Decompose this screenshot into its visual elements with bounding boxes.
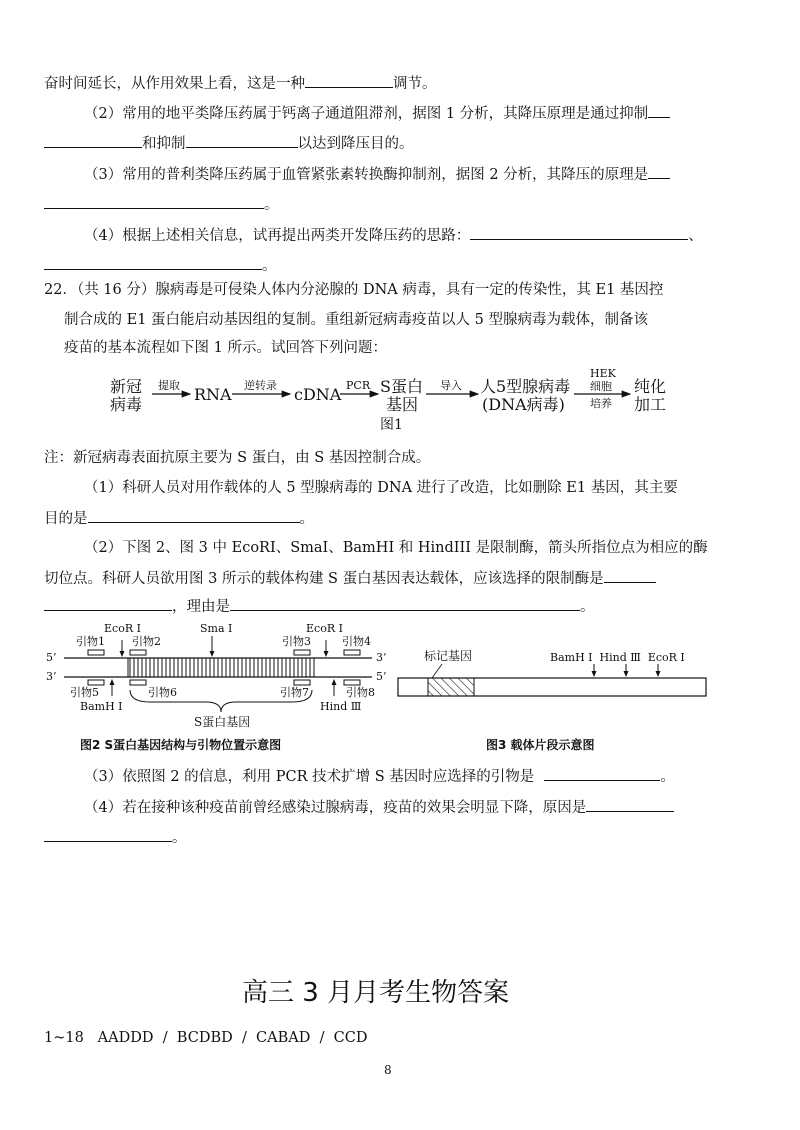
ecori-label: EcoR Ⅰ [306,622,343,635]
primer-4 [344,650,360,655]
text: 和抑制 [142,136,186,152]
s-gene-label: S蛋白基因 [194,715,251,729]
text: （3）依照图 2 的信息，利用 PCR 技术扩增 S 基因时应选择的引物是 [84,769,535,785]
primer-8 [344,680,360,685]
text-line [44,73,437,94]
text-line: 注：新冠病毒表面抗原主要为 S 蛋白，由 S 基因控制合成。 [44,450,431,466]
primer-3-label: 引物3 [282,635,311,648]
text: （3）常用的普利类降压药属于血管紧张素转换酶抑制剂，据图 2 分析，其降压的原理是 [84,167,649,183]
answer-blank[interactable] [88,508,300,523]
text: 调节。 [393,76,437,92]
figure-3-caption: 图3 载体片段示意图 [486,738,595,752]
answer-blank[interactable] [586,797,674,812]
primer-3 [294,650,310,655]
marker-gene-region [428,678,474,696]
text: 目的是 [44,511,88,527]
flow-node-sgene-2: 基因 [386,395,419,414]
answer-blank[interactable] [544,766,660,781]
text-line: （2）下图 2、图 3 中 EcoRI、SmaI、BamHI 和 HindIII 是限制酶，箭头所指位点为相应的酶 [84,540,708,556]
text: （4）若在接种该种疫苗前曾经感染过腺病毒，疫苗的效果会明显下降，原因是 [84,800,587,816]
marker-pointer [432,664,442,678]
text-line: 制合成的 E1 蛋白能启动基因组的复制。重组新冠病毒疫苗以人 5 型腺病毒为载体，制备该 [64,312,648,328]
text: 以达到降压目的。 [297,136,414,152]
flow-label: 细胞 [590,380,612,393]
primer-7-label: 引物7 [280,686,309,699]
answer-blank[interactable] [470,225,688,240]
answer-blank[interactable] [604,568,656,583]
answer-blank[interactable] [648,103,670,118]
flow-label: 提取 [158,379,180,392]
flow-node-virus: 新冠 [110,377,143,396]
text: 。 [299,511,314,527]
answer-blank[interactable] [44,596,172,611]
question-22-line: 22．（共 16 分）腺病毒是可侵染人体内分泌腺的 DNA 病毒，具有一定的传染性，其 E1 基因控 [44,282,664,298]
text: 。 [580,599,595,615]
text-line [84,164,670,185]
flow-node-purify-2: 加工 [634,395,667,414]
primer-6-label: 引物6 [148,686,177,699]
primer-1-label: 引物1 [76,635,105,648]
vector-fragment [398,678,706,696]
text-line: （1）科研人员对用作载体的人 5 型腺病毒的 DNA 进行了改造，比如删除 E1 基因，其主要 [84,480,678,496]
flow-node-rna: RNA [194,385,232,404]
primer-6 [130,680,146,685]
text: 奋时间延长，从作用效果上看，这是一种 [44,76,305,92]
text: 切位点。科研人员欲用图 3 所示的载体构建 S 蛋白基因表达载体，应该选择的限制酶是 [44,571,604,587]
text: 。 [660,769,675,785]
answer-blank[interactable] [44,194,264,209]
text-line [44,194,279,215]
strand-end: 5’ [376,670,387,683]
text: 。 [172,830,187,846]
text: 。 [264,197,279,213]
text-line: 疫苗的基本流程如下图 1 所示。试回答下列问题： [64,340,387,356]
strand-end: 3’ [376,651,387,664]
flow-label: HEK [590,367,616,380]
primer-8-label: 引物8 [346,686,375,699]
text-line [44,508,314,529]
primer-7 [294,680,310,685]
flow-label: 导入 [440,379,462,392]
text: ，理由是 [172,599,230,615]
page-number: 8 [384,1063,392,1077]
primer-4-label: 引物4 [342,635,371,648]
s-gene-region [128,658,314,677]
flow-node-purify: 纯化 [634,377,667,396]
answer-line: 1~18 AADDD / BCDBD / CABAD / CCD [44,1030,368,1046]
figure-2-caption: 图2 S蛋白基因结构与引物位置示意图 [80,738,282,752]
text-line [44,255,277,276]
answer-blank[interactable] [186,133,298,148]
text-line [84,766,675,787]
answer-blank[interactable] [44,827,172,842]
hindiii-label: Hind Ⅲ [320,700,362,713]
ecori-label: EcoR Ⅰ [104,622,141,635]
flow-label: 逆转录 [244,379,277,392]
text: （4）根据上述相关信息，试再提出两类开发降压药的思路： [84,228,471,244]
primer-5-label: 引物5 [70,686,99,699]
answer-blank[interactable] [230,596,580,611]
answer-blank[interactable] [44,133,142,148]
text-line [84,797,674,818]
strand-end: 5’ [46,651,57,664]
primer-1 [88,650,104,655]
text: 、 [688,228,703,244]
text-line [44,596,595,617]
marker-gene-label: 标记基因 [424,649,473,663]
flow-node-adenovirus-2: (DNA病毒) [482,395,565,414]
answer-blank[interactable] [305,73,393,88]
flow-node-sgene: S蛋白 [380,377,423,396]
bamhi-label: BamH Ⅰ [80,700,123,713]
flow-node-adenovirus: 人5型腺病毒 [480,377,571,396]
flow-label: 培养 [590,397,612,410]
primer-2-label: 引物2 [132,635,161,648]
answer-blank[interactable] [648,164,670,179]
flow-node-virus-2: 病毒 [110,395,143,414]
figure-1-label: 图1 [380,417,403,433]
text-line [84,225,703,246]
answer-title: 高三 3 月月考生物答案 [242,978,510,1008]
primer-5 [88,680,104,685]
text-line [44,133,414,154]
flow-node-cdna: cDNA [294,385,342,404]
answer-blank[interactable] [44,255,262,270]
flow-label: PCR [346,379,371,392]
primer-2 [130,650,146,655]
vector-enzymes-label: BamH Ⅰ Hind Ⅲ EcoR Ⅰ [550,651,685,664]
text-line [44,827,187,848]
strand-end: 3’ [46,670,57,683]
text-line [84,103,670,124]
smai-label: Sma Ⅰ [200,622,233,635]
text: 。 [262,258,277,274]
text: （2）常用的地平类降压药属于钙离子通道阻滞剂，据图 1 分析，其降压原理是通过抑制 [84,106,649,122]
text-line [44,568,656,589]
